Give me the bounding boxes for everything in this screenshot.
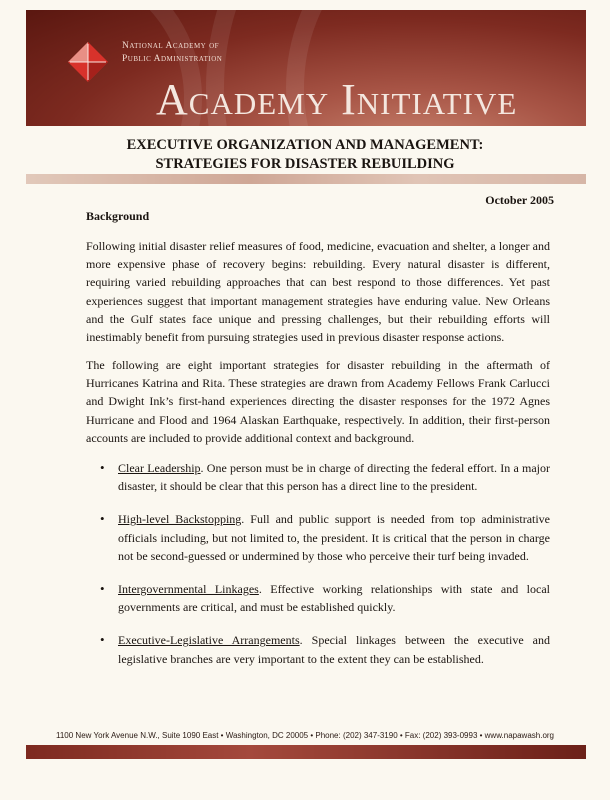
document-title-line2: STRATEGIES FOR DISASTER REBUILDING (155, 156, 455, 172)
footer-contact: 1100 New York Avenue N.W., Suite 1090 East • Washington, DC 20005 • Phone: (202) 347-3190 • Fax: (202) 393-0993 • www.napawash.org (55, 731, 555, 740)
strategy-term: Executive-Legislative Arrangements (118, 633, 300, 648)
section-heading: Background (86, 209, 150, 223)
background-paragraph-2: The following are eight important strategies for disaster rebuilding in the aftermath of Hurricanes Katrina and Rita. These strategies are drawn from Academy Fellows Frank Carlucci and Dwight Ink’s first-hand experiences directing the disaster responses for the 1972 Agnes Hurricane and Flood and 1964 Alaskan Earthquake, respectively. In addition, their first-person accounts are included to provide additional context and background. (86, 358, 550, 445)
strategy-item (100, 510, 550, 565)
strategy-text: . Effective working relationships with state and local governments are critical, and must be established quickly. (118, 582, 550, 615)
organization-name-line1: National Academy of (122, 41, 220, 51)
strategy-item (100, 459, 550, 495)
napa-logo-icon (66, 40, 110, 84)
strategy-item (100, 631, 550, 667)
strategy-text: . One person must be in charge of directing the federal effort. In a major disaster, it should be clear that this person has a direct line to the president. (118, 461, 550, 494)
strategy-term: Clear Leadership (118, 461, 201, 475)
background-paragraph-1: Following initial disaster relief measures of food, medicine, evacuation and shelter, a longer and more expensive phase of recovery begins: rebuilding. Every natural disaster is different, requiring varied rebuilding approaches that can best respond to those differences. Yet past experiences suggest that important management strategies have enduring value. New Orleans and the Gulf states face unique and pressing challenges, but their rebuilding efforts will inestimably benefit from pursuing strategies used in previous disaster response actions. (86, 239, 550, 345)
organization-name (122, 40, 222, 66)
title-divider-band (26, 174, 586, 184)
strategy-list (100, 459, 550, 683)
strategy-term: Intergovernmental Linkages (118, 582, 259, 597)
strategy-text: . Full and public support is needed from top administrative officials including, but not limited to, the president. It is critical that the person in charge not be second-guessed or undermined by those who perceive their turf being invaded. (118, 512, 551, 563)
strategy-text: . Special linkages between the executive and legislative branches are very important to the extent they can be established. (118, 633, 550, 666)
document-title (0, 136, 610, 174)
organization-name-line2: Public Administration (122, 54, 223, 64)
document-title-line1: EXECUTIVE ORGANIZATION AND MANAGEMENT: (126, 137, 484, 153)
footer-band (26, 745, 586, 759)
banner-title: Academy Initiative (156, 75, 518, 124)
header-banner (26, 10, 586, 126)
strategy-term: High-level Backstopping (118, 512, 242, 527)
document-date: October 2005 (485, 193, 554, 207)
strategy-item (100, 580, 550, 616)
